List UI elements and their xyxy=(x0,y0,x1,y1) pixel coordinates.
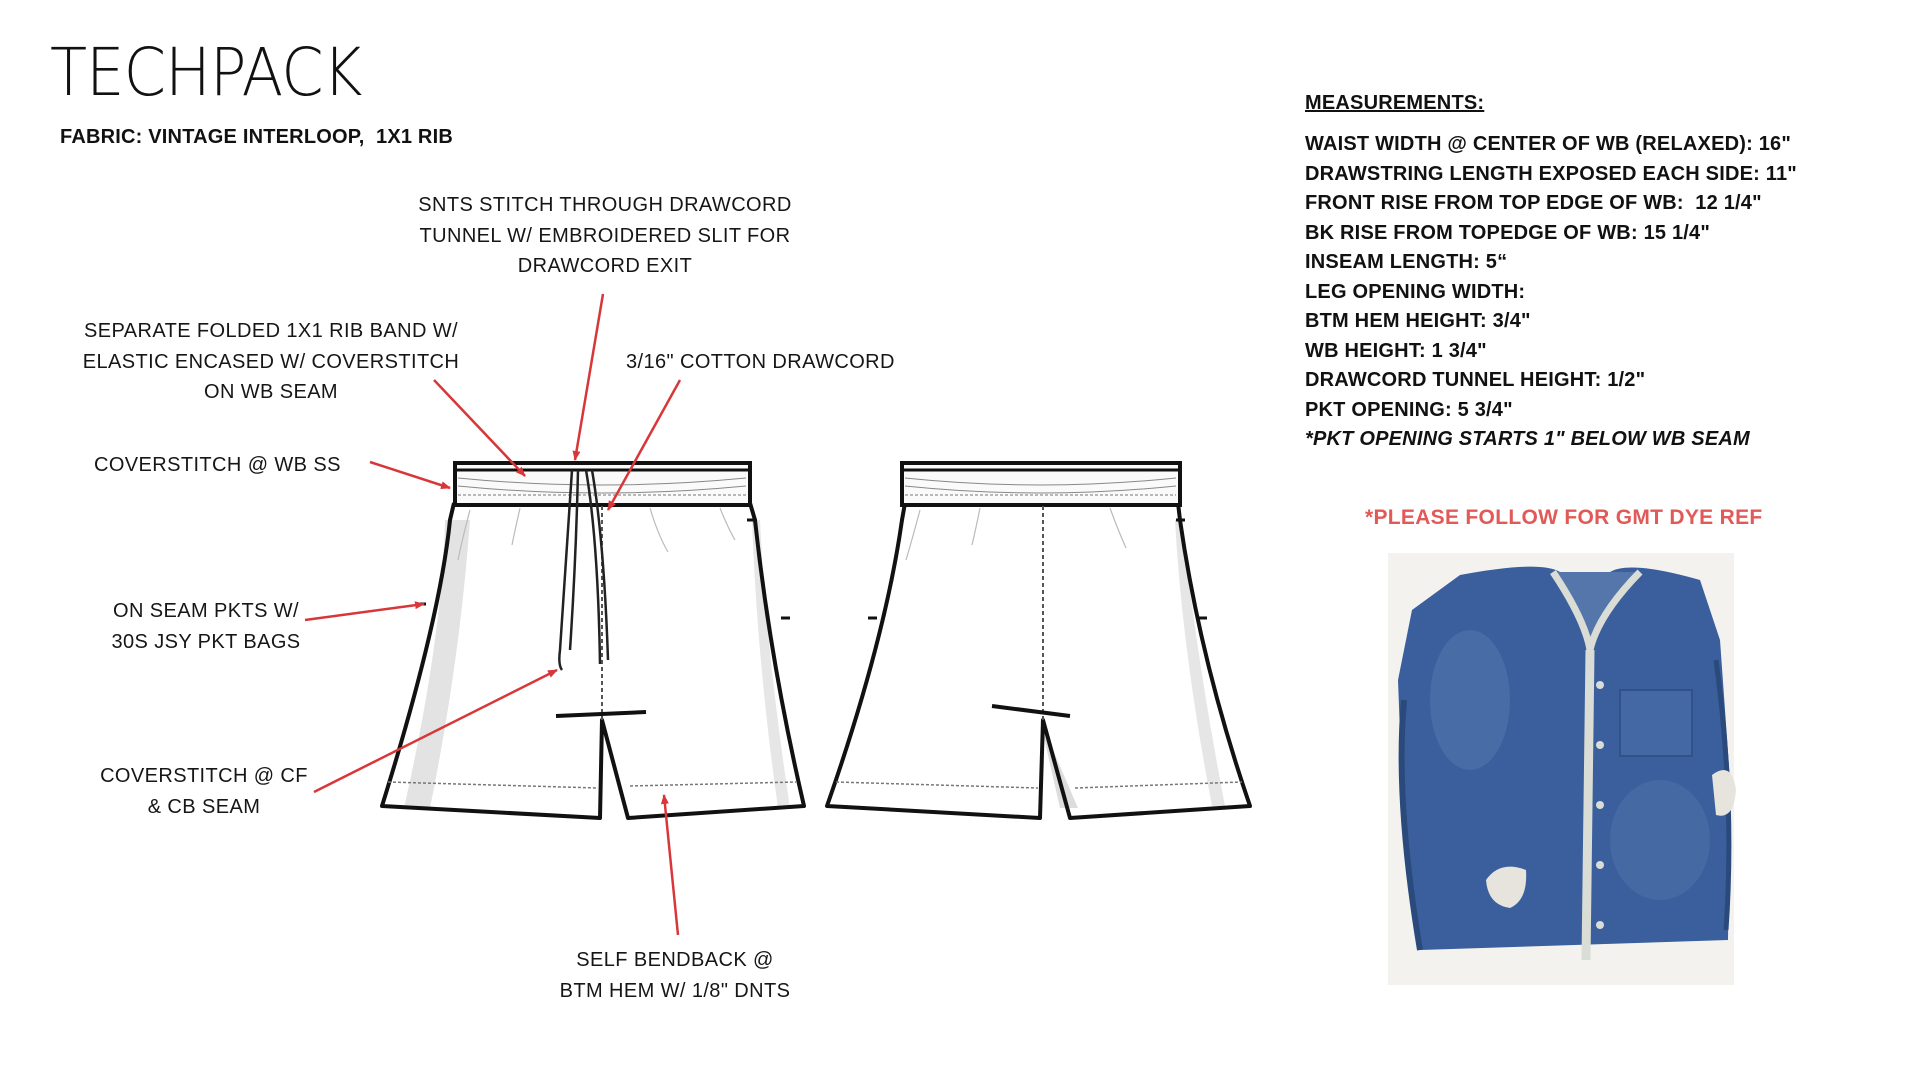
callout-line: COVERSTITCH @ CF xyxy=(100,765,308,787)
back-hem-stitch-left xyxy=(836,782,1038,788)
dye-reference-label: *PLEASE FOLLOW FOR GMT DYE REF xyxy=(1365,506,1763,529)
front-gather xyxy=(720,508,735,540)
back-shorts-flat xyxy=(827,463,1250,818)
callout-line: & CB SEAM xyxy=(147,795,261,818)
front-hem-stitch-right xyxy=(630,782,796,786)
sweater-button xyxy=(1596,861,1604,869)
callout-line: 30S JSY PKT BAGS xyxy=(111,630,301,653)
front-gather xyxy=(512,508,520,545)
measurement-line: DRAWCORD TUNNEL HEIGHT: 1/2" xyxy=(1305,369,1646,391)
front-shading-left xyxy=(404,520,470,808)
arrow-coverstitch-wb xyxy=(370,462,450,488)
back-crotch-mark xyxy=(992,706,1070,716)
fabric-spec: FABRIC: VINTAGE INTERLOOP, 1X1 RIB xyxy=(60,126,453,148)
callout-line: ON SEAM PKTS W/ xyxy=(112,600,300,622)
callout-line: TUNNEL W/ EMBROIDERED SLIT FOR xyxy=(419,224,791,247)
callout-arrows xyxy=(305,294,680,935)
back-shading-right xyxy=(1175,520,1225,806)
front-gather xyxy=(650,508,668,552)
page-title: TECHPACK xyxy=(50,34,362,111)
callout-line: BTM HEM W/ 1/8" DNTS xyxy=(559,979,791,1002)
callout-line: 3/16" COTTON DRAWCORD xyxy=(626,351,895,373)
callout-line: SNTS STITCH THROUGH DRAWCORD xyxy=(418,194,792,216)
sweater-button xyxy=(1596,801,1604,809)
back-body-outline xyxy=(827,503,1250,818)
callout-line: ELASTIC ENCASED W/ COVERSTITCH xyxy=(82,350,460,373)
sweater-button xyxy=(1596,681,1604,689)
front-crotch-mark xyxy=(556,712,646,716)
measurement-note: *PKT OPENING STARTS 1" BELOW WB SEAM xyxy=(1305,428,1750,450)
sweater-fade xyxy=(1430,630,1510,770)
arrow-pockets xyxy=(305,604,424,620)
measurement-line: FRONT RISE FROM TOP EDGE OF WB: 12 1/4" xyxy=(1305,192,1762,214)
front-shorts-flat xyxy=(382,462,1000,818)
front-shading-right xyxy=(752,520,790,808)
arrow-snts xyxy=(575,294,603,460)
measurement-line: DRAWSTRING LENGTH EXPOSED EACH SIDE: 11" xyxy=(1305,162,1797,185)
callout-line: SEPARATE FOLDED 1X1 RIB BAND W/ xyxy=(84,320,458,342)
back-gather xyxy=(1110,508,1126,548)
measurement-line: BTM HEM HEIGHT: 3/4" xyxy=(1305,310,1531,332)
sweater-button xyxy=(1596,921,1604,929)
measurement-line: PKT OPENING: 5 3/4" xyxy=(1305,398,1513,421)
measurements-heading: MEASUREMENTS: xyxy=(1305,92,1485,114)
sweater-pocket xyxy=(1620,690,1692,756)
callout-line: SELF BENDBACK @ xyxy=(576,949,774,971)
callout-line: COVERSTITCH @ WB SS xyxy=(94,454,341,476)
sweater-placket xyxy=(1586,650,1590,960)
measurement-line: WB HEIGHT: 1 3/4" xyxy=(1305,339,1487,362)
sweater-fade xyxy=(1610,780,1710,900)
back-gather xyxy=(972,508,980,545)
measurement-line: WAIST WIDTH @ CENTER OF WB (RELAXED): 16" xyxy=(1305,133,1792,155)
measurement-line: BK RISE FROM TOPEDGE OF WB: 15 1/4" xyxy=(1305,221,1711,244)
dye-reference-photo xyxy=(1388,553,1736,985)
measurement-line: LEG OPENING WIDTH: xyxy=(1305,280,1526,303)
callout-line: DRAWCORD EXIT xyxy=(517,255,693,277)
back-gather xyxy=(906,510,920,560)
measurement-line: INSEAM LENGTH: 5“ xyxy=(1305,251,1508,273)
callout-line: ON WB SEAM xyxy=(203,381,338,403)
sweater-button xyxy=(1596,741,1604,749)
